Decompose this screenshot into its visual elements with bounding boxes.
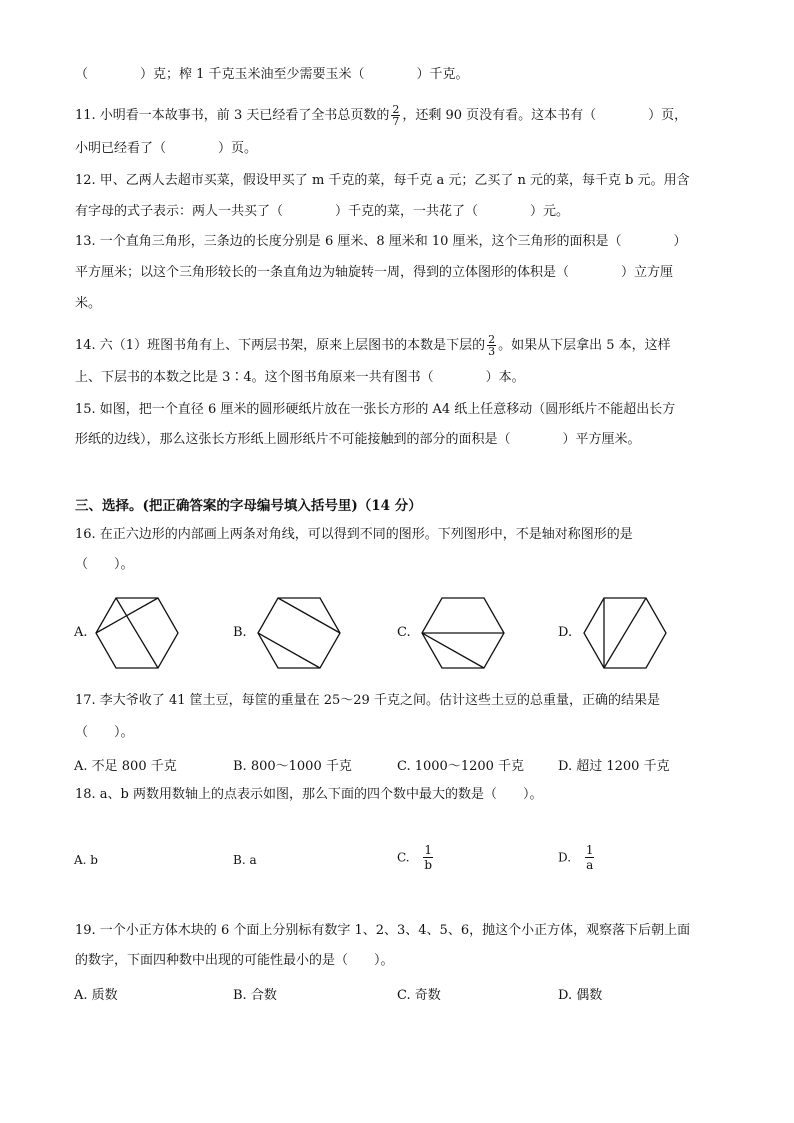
q19-line2: 的数字，下面四种数中出现的可能性最小的是（ ）。 [75, 953, 394, 968]
q13-line3: 米。 [75, 296, 102, 311]
q13-line1: 13. 一个直角三角形，三条边的长度分别是 6 厘米、8 厘米和 10 厘米，这个三角形的面积是（ ） [75, 234, 687, 249]
q17-line2: （ ）。 [75, 725, 134, 740]
q19-option-c: C. 奇数 [397, 988, 441, 1003]
q14-line2: 上、下层书的本数之比是 3∶4。这个图书角原来一共有图书（ ）本。 [75, 370, 525, 385]
q18-option-c-label: C. [397, 850, 410, 865]
fraction-denominator: a [586, 858, 594, 872]
q16-option-b-label: B. [233, 625, 247, 640]
q18-line1: 18. a、b 两数用数轴上的点表示如图，那么下面的四个数中最大的数是（ ）。 [75, 787, 543, 802]
q11-fraction [391, 104, 400, 127]
q18-option-a: A. b [74, 853, 98, 867]
q14-fraction [487, 334, 496, 357]
q11-text-part1: 11. 小明看一本故事书，前 3 天已经看了全书总页数的 [75, 108, 390, 123]
hexagon-figure-c [420, 596, 506, 674]
q17-line1: 17. 李大爷收了 41 筐土豆，每筐的重量在 25～29 千克之间。估计这些土豆的总重量，正确的结果是 [75, 693, 660, 708]
q11-text-part2: ，还剩 90 页没有看。这本书有（ ）页， [402, 108, 688, 123]
q19-option-b: B. 合数 [233, 988, 277, 1003]
fraction-numerator: 1 [585, 843, 594, 857]
q18-option-d-fraction [585, 843, 595, 872]
q15-line2: 形纸的边线），那么这张长方形纸上圆形纸片不可能接触到的部分的面积是（ ）平方厘米。 [75, 432, 641, 447]
q18-option-c-fraction [423, 843, 433, 872]
hexagon-figure-d [582, 596, 668, 674]
fraction-numerator: 2 [392, 103, 400, 116]
fraction-denominator: b [424, 858, 433, 872]
fraction-numerator: 1 [424, 843, 433, 857]
q14-text-part1: 14. 六（1）班图书角有上、下两层书架，原来上层图书的本数是下层的 [75, 338, 486, 353]
fraction-numerator: 2 [488, 333, 496, 346]
q12-line1: 12. 甲、乙两人去超市买菜，假设甲买了 m 千克的菜，每千克 a 元；乙买了 n 元的菜，每千克 b 元。用含 [75, 173, 690, 188]
q13-line2: 平方厘米；以这个三角形较长的一条直角边为轴旋转一周，得到的立体图形的体积是（ ）立方厘 [75, 265, 674, 280]
q16-option-c-label: C. [397, 625, 411, 640]
section-3-title: 三、选择。(把正确答案的字母编号填入括号里)（14 分） [75, 498, 422, 514]
q15-line1: 15. 如图，把一个直径 6 厘米的圆形硬纸片放在一张长方形的 A4 纸上任意移动（圆形纸片不能超出长方 [75, 402, 676, 417]
q18-option-d-label: D. [558, 850, 572, 865]
q16-line1: 16. 在正六边形的内部画上两条对角线，可以得到不同的图形。下列图形中，不是轴对称图形的是 [75, 527, 633, 542]
q17-option-d: D. 超过 1200 千克 [558, 759, 670, 774]
hexagon-figure-b [256, 596, 342, 674]
q14-text-part2: 。如果从下层拿出 5 本，这样 [498, 338, 671, 353]
q19-option-a: A. 质数 [74, 988, 118, 1003]
hexagon-figure-a [94, 596, 180, 674]
q19-line1: 19. 一个小正方体木块的 6 个面上分别标有数字 1、2、3、4、5、6，抛这个小正方体，观察落下后朝上面 [75, 923, 691, 938]
fraction-denominator: 7 [392, 115, 400, 128]
q17-option-c: C. 1000～1200 千克 [397, 759, 525, 774]
q18-option-c [397, 843, 435, 872]
q18-option-b: B. a [233, 853, 257, 867]
q12-line2: 有字母的式子表示：两人一共买了（ ）千克的菜，一共花了（ ）元。 [75, 204, 570, 219]
fraction-denominator: 3 [488, 345, 496, 358]
q19-option-d: D. 偶数 [558, 988, 603, 1003]
q18-option-d [558, 843, 596, 872]
q11-line1 [75, 104, 687, 127]
q16-line2: （ ）。 [75, 557, 134, 572]
q16-option-d-label: D. [558, 625, 573, 640]
q16-option-a-label: A. [74, 625, 88, 640]
q17-option-a: A. 不足 800 千克 [74, 759, 177, 774]
q11-line2: 小明已经看了（ ）页。 [75, 141, 258, 156]
q10-tail: （ ）克；榨 1 千克玉米油至少需要玉米（ ）千克。 [75, 67, 469, 82]
q17-option-b: B. 800～1000 千克 [233, 759, 352, 774]
q14-line1 [75, 334, 671, 357]
